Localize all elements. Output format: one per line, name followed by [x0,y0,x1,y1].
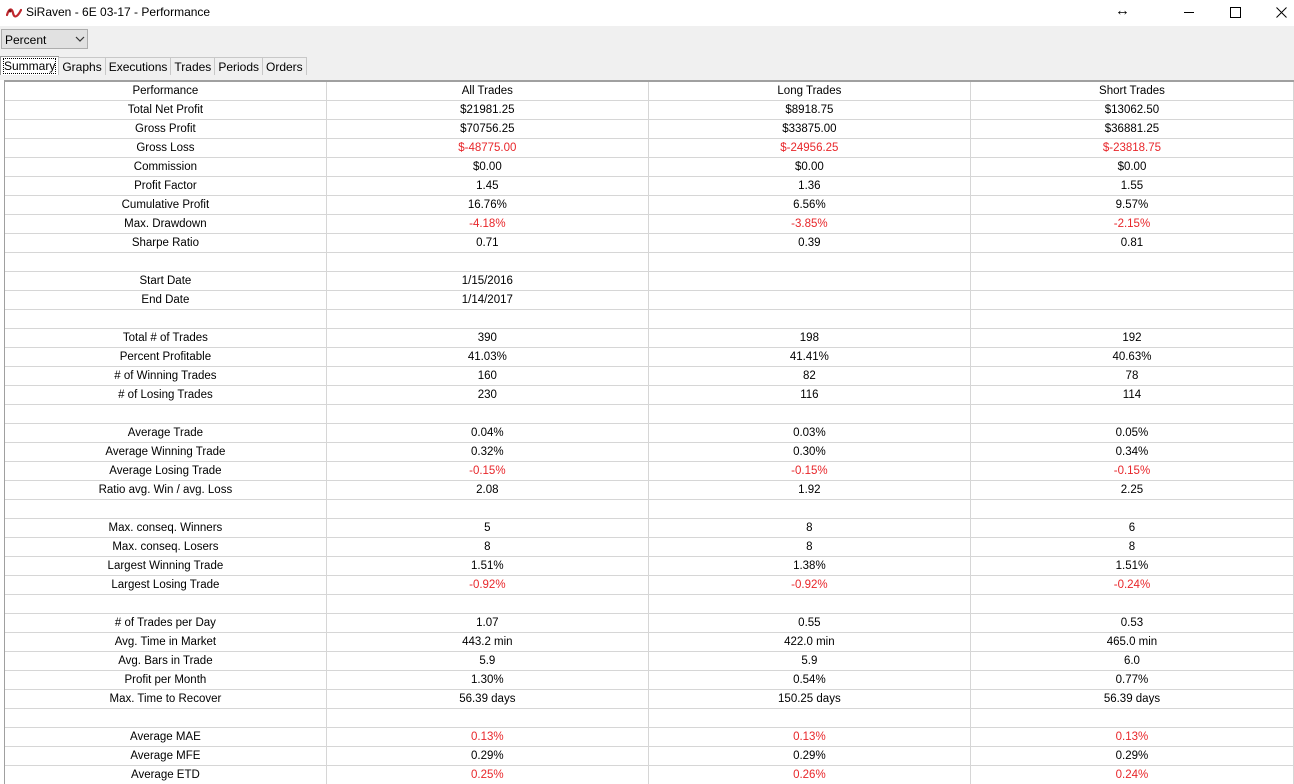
row-value [970,272,1293,291]
row-value: 5.9 [648,652,970,671]
row-value: 8 [648,538,970,557]
display-mode-value: Percent [5,33,47,47]
table-row[interactable] [5,291,1294,310]
row-value: 1/14/2017 [326,291,648,310]
table-row[interactable] [5,158,1294,177]
column-header[interactable]: Short Trades [970,82,1293,101]
table-row[interactable] [5,538,1294,557]
row-value [970,310,1293,329]
row-label: Avg. Time in Market [5,633,326,652]
performance-grid[interactable] [4,80,1294,784]
row-value: $21981.25 [326,101,648,120]
minimize-button[interactable] [1166,0,1212,24]
tab-label: Graphs [62,60,102,74]
row-value: 0.29% [970,747,1293,766]
tab-trades[interactable] [170,57,215,75]
row-value [648,253,970,272]
row-value: -0.92% [326,576,648,595]
row-value: 198 [648,329,970,348]
row-value: 465.0 min [970,633,1293,652]
row-value: 0.24% [970,766,1293,784]
row-value [326,310,648,329]
row-label: Average MAE [5,728,326,747]
row-value: 1.36 [648,177,970,196]
row-value: -0.15% [326,462,648,481]
performance-table [5,82,1294,784]
row-label [5,595,326,614]
table-row[interactable] [5,424,1294,443]
row-value: 41.41% [648,348,970,367]
row-value: 2.08 [326,481,648,500]
table-row[interactable] [5,310,1294,329]
tab-strip [0,57,306,76]
table-row[interactable] [5,481,1294,500]
row-value: 2.25 [970,481,1293,500]
row-label [5,253,326,272]
row-value: 0.29% [648,747,970,766]
row-value: 0.30% [648,443,970,462]
maximize-button[interactable] [1212,0,1258,24]
row-label: Avg. Bars in Trade [5,652,326,671]
table-row[interactable] [5,215,1294,234]
row-value: 1/15/2016 [326,272,648,291]
row-value: 56.39 days [970,690,1293,709]
row-value: 390 [326,329,648,348]
table-row[interactable] [5,386,1294,405]
row-label [5,310,326,329]
row-label: Profit Factor [5,177,326,196]
row-label: End Date [5,291,326,310]
row-value: 1.55 [970,177,1293,196]
tab-label: Trades [174,60,212,74]
table-row[interactable] [5,633,1294,652]
tab-label: Periods [218,60,259,74]
row-value: 1.51% [970,557,1293,576]
tab-periods[interactable] [214,57,263,75]
row-value: 5 [326,519,648,538]
row-label: Average Winning Trade [5,443,326,462]
row-label: Average ETD [5,766,326,784]
row-label: Total Net Profit [5,101,326,120]
row-value: 0.26% [648,766,970,784]
row-value: 41.03% [326,348,648,367]
row-value: 1.07 [326,614,648,633]
row-value: 9.57% [970,196,1293,215]
row-value: 1.45 [326,177,648,196]
row-value: 160 [326,367,648,386]
row-value: 6.56% [648,196,970,215]
row-label: # of Winning Trades [5,367,326,386]
resize-arrows-icon[interactable]: ↔ [1115,2,1130,19]
row-label: Max. conseq. Winners [5,519,326,538]
row-value [326,405,648,424]
table-row[interactable] [5,747,1294,766]
row-value: 0.39 [648,234,970,253]
table-row[interactable] [5,234,1294,253]
close-button[interactable] [1258,0,1294,24]
table-row[interactable] [5,329,1294,348]
row-value: 0.05% [970,424,1293,443]
row-value [648,291,970,310]
tab-summary[interactable] [0,56,59,75]
row-value: 8 [648,519,970,538]
row-value [648,595,970,614]
row-value: $-48775.00 [326,139,648,158]
column-header[interactable]: Long Trades [648,82,970,101]
row-label: Commission [5,158,326,177]
row-value [648,500,970,519]
row-value [970,500,1293,519]
table-row[interactable] [5,500,1294,519]
column-header[interactable]: Performance [5,82,326,101]
table-row[interactable] [5,519,1294,538]
row-value: 0.34% [970,443,1293,462]
row-value: 0.29% [326,747,648,766]
table-row[interactable] [5,462,1294,481]
row-value [970,253,1293,272]
row-value: $33875.00 [648,120,970,139]
tab-executions[interactable] [105,57,172,75]
row-value: 1.92 [648,481,970,500]
row-value: 82 [648,367,970,386]
row-label: Start Date [5,272,326,291]
table-row[interactable] [5,367,1294,386]
row-value: 443.2 min [326,633,648,652]
row-value: 150.25 days [648,690,970,709]
row-value: $0.00 [970,158,1293,177]
row-value [970,291,1293,310]
tab-orders[interactable] [262,57,307,75]
row-label: Sharpe Ratio [5,234,326,253]
row-value: 1.38% [648,557,970,576]
row-value: $-23818.75 [970,139,1293,158]
table-row[interactable] [5,101,1294,120]
row-label: Max. conseq. Losers [5,538,326,557]
row-label: Gross Loss [5,139,326,158]
row-value [326,595,648,614]
row-value: 6.0 [970,652,1293,671]
chevron-down-icon [75,34,85,44]
column-header[interactable]: All Trades [326,82,648,101]
toolbar [0,26,1294,80]
table-row[interactable] [5,272,1294,291]
row-value: 1.30% [326,671,648,690]
row-value [326,253,648,272]
row-value [326,709,648,728]
tab-label: Orders [266,60,303,74]
table-row[interactable] [5,443,1294,462]
row-value: $-24956.25 [648,139,970,158]
table-row[interactable] [5,177,1294,196]
table-row[interactable] [5,348,1294,367]
row-value: 230 [326,386,648,405]
row-value: 0.13% [970,728,1293,747]
row-value: $36881.25 [970,120,1293,139]
row-value: 114 [970,386,1293,405]
row-value: 16.76% [326,196,648,215]
row-value: 40.63% [970,348,1293,367]
table-row[interactable] [5,196,1294,215]
close-icon [1276,7,1287,18]
table-row[interactable] [5,652,1294,671]
row-label: # of Trades per Day [5,614,326,633]
row-value [648,405,970,424]
row-value: 8 [970,538,1293,557]
row-label: Percent Profitable [5,348,326,367]
row-value [648,272,970,291]
row-label: Profit per Month [5,671,326,690]
row-value: 116 [648,386,970,405]
table-row[interactable] [5,120,1294,139]
row-value: -0.15% [970,462,1293,481]
table-header-row [5,82,1294,101]
display-mode-dropdown[interactable] [1,29,88,49]
row-label: Ratio avg. Win / avg. Loss [5,481,326,500]
row-value: 0.13% [326,728,648,747]
row-label: Average Losing Trade [5,462,326,481]
row-label: Total # of Trades [5,329,326,348]
tab-label: Summary [4,59,56,73]
row-value: 78 [970,367,1293,386]
row-label: Max. Time to Recover [5,690,326,709]
row-label: # of Losing Trades [5,386,326,405]
table-row[interactable] [5,557,1294,576]
row-value: 0.55 [648,614,970,633]
row-value: -0.15% [648,462,970,481]
row-value: 0.81 [970,234,1293,253]
table-row[interactable] [5,728,1294,747]
row-value: 56.39 days [326,690,648,709]
row-value [970,709,1293,728]
row-value: 0.53 [970,614,1293,633]
row-value: 422.0 min [648,633,970,652]
row-value [970,405,1293,424]
row-value: $70756.25 [326,120,648,139]
row-label: Largest Winning Trade [5,557,326,576]
row-value: 0.13% [648,728,970,747]
row-value: $0.00 [648,158,970,177]
row-value: 0.03% [648,424,970,443]
row-label: Average MFE [5,747,326,766]
row-value: 192 [970,329,1293,348]
tab-graphs[interactable] [58,57,105,75]
row-value: 6 [970,519,1293,538]
row-value: $8918.75 [648,101,970,120]
row-value: -2.15% [970,215,1293,234]
row-value: 5.9 [326,652,648,671]
tab-label: Executions [108,60,168,74]
row-value [648,709,970,728]
row-label: Average Trade [5,424,326,443]
table-row[interactable] [5,709,1294,728]
row-value: 0.04% [326,424,648,443]
table-row[interactable] [5,405,1294,424]
row-label [5,500,326,519]
row-label [5,405,326,424]
row-label [5,709,326,728]
row-value: 1.51% [326,557,648,576]
row-value: 8 [326,538,648,557]
window-title: SiRaven - 6E 03-17 - Performance [26,5,211,19]
row-label: Gross Profit [5,120,326,139]
table-row[interactable] [5,690,1294,709]
row-label: Max. Drawdown [5,215,326,234]
row-value: -0.24% [970,576,1293,595]
row-value [970,595,1293,614]
table-row[interactable] [5,253,1294,272]
row-value: 0.71 [326,234,648,253]
row-label: Cumulative Profit [5,196,326,215]
row-value: 0.25% [326,766,648,784]
table-row[interactable] [5,576,1294,595]
table-row[interactable] [5,595,1294,614]
row-value: 0.77% [970,671,1293,690]
row-value: -0.92% [648,576,970,595]
title-bar[interactable] [0,0,1294,26]
row-value: $13062.50 [970,101,1293,120]
row-label: Largest Losing Trade [5,576,326,595]
row-value [648,310,970,329]
minimize-icon [1184,12,1194,13]
row-value: -4.18% [326,215,648,234]
row-value: 0.54% [648,671,970,690]
row-value: -3.85% [648,215,970,234]
siraven-app-icon [6,5,22,21]
maximize-icon [1230,7,1241,18]
row-value: 0.32% [326,443,648,462]
row-value: $0.00 [326,158,648,177]
table-row[interactable] [5,671,1294,690]
table-row[interactable] [5,766,1294,784]
table-row[interactable] [5,139,1294,158]
table-row[interactable] [5,614,1294,633]
row-value [326,500,648,519]
